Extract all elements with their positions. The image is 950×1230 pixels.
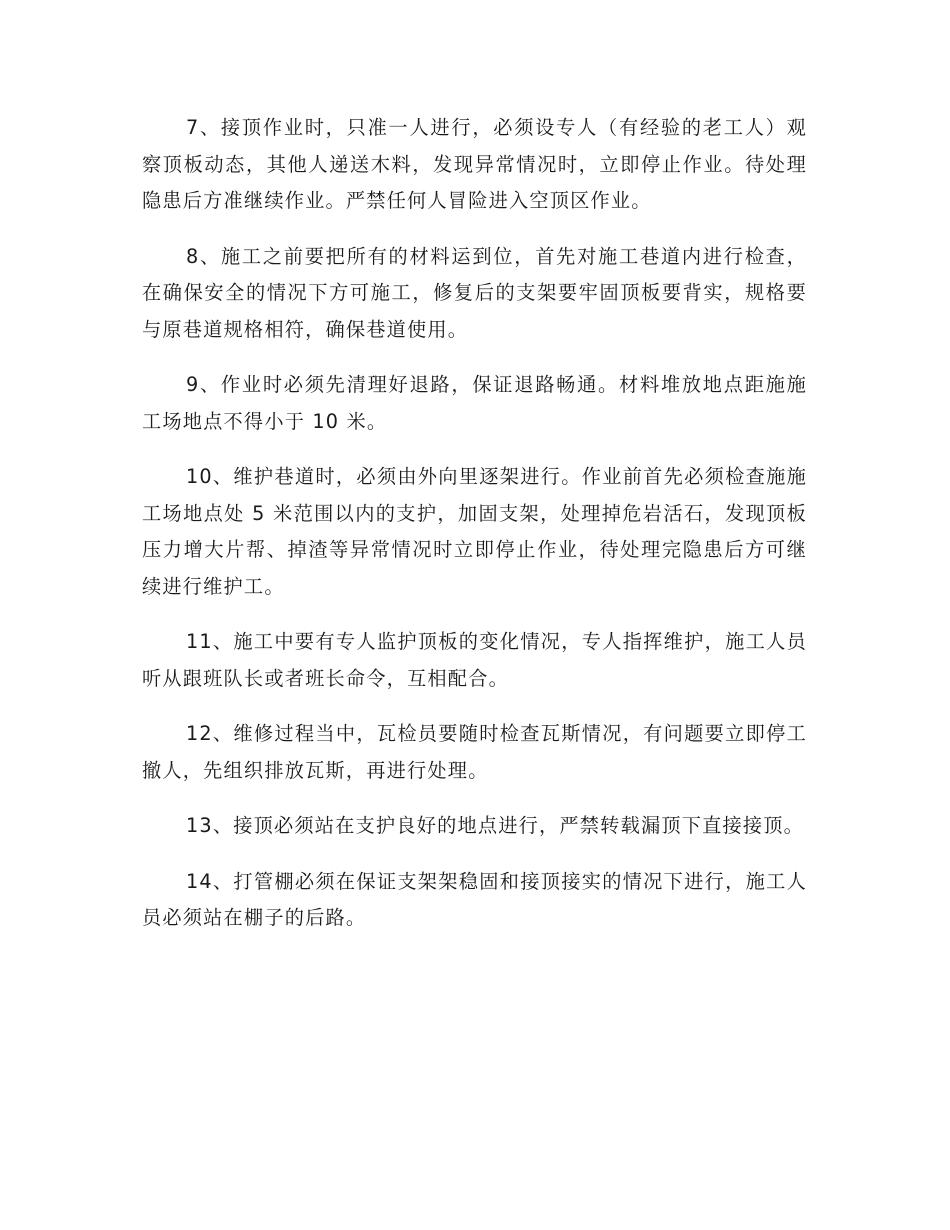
paragraph-11: 11、施工中要有专人监护顶板的变化情况，专人指挥维护，施工人员听从跟班队长或者班长命令，互相配合。 xyxy=(142,630,807,690)
paragraph-8: 8、施工之前要把所有的材料运到位，首先对施工巷道内进行检查，在确保安全的情况下方可施工，修复后的支架要牢固顶板要背实，规格要与原巷道规格相符，确保巷道使用。 xyxy=(142,244,807,341)
paragraph-9: 9、作业时必须先清理好退路，保证退路畅通。材料堆放地点距施施工场地点不得小于 10 米。 xyxy=(142,373,807,433)
document-body xyxy=(142,110,807,956)
paragraph-13: 13、接顶必须站在支护良好的地点进行，严禁转载漏顶下直接接顶。 xyxy=(186,814,805,837)
paragraph-12: 12、维修过程当中，瓦检员要随时检查瓦斯情况，有问题要立即停工撤人，先组织排放瓦斯，再进行处理。 xyxy=(142,722,807,782)
paragraph-14: 14、打管棚必须在保证支架架稳固和接顶接实的情况下进行，施工人员必须站在棚子的后路。 xyxy=(142,869,807,929)
paragraph-10: 10、维护巷道时，必须由外向里逐架进行。作业前首先必须检查施施工场地点处 5 米范围以内的支护，加固支架，处理掉危岩活石，发现顶板压力增大片帮、掉渣等异常情况时立即停止作业，待处理完隐患后方可继续进行维护工。 xyxy=(142,465,807,598)
paragraph-7: 7、接顶作业时，只准一人进行，必须设专人（有经验的老工人）观察顶板动态，其他人递送木料，发现异常情况时，立即停止作业。待处理隐患后方准继续作业。严禁任何人冒险进入空顶区作业。 xyxy=(142,116,807,212)
